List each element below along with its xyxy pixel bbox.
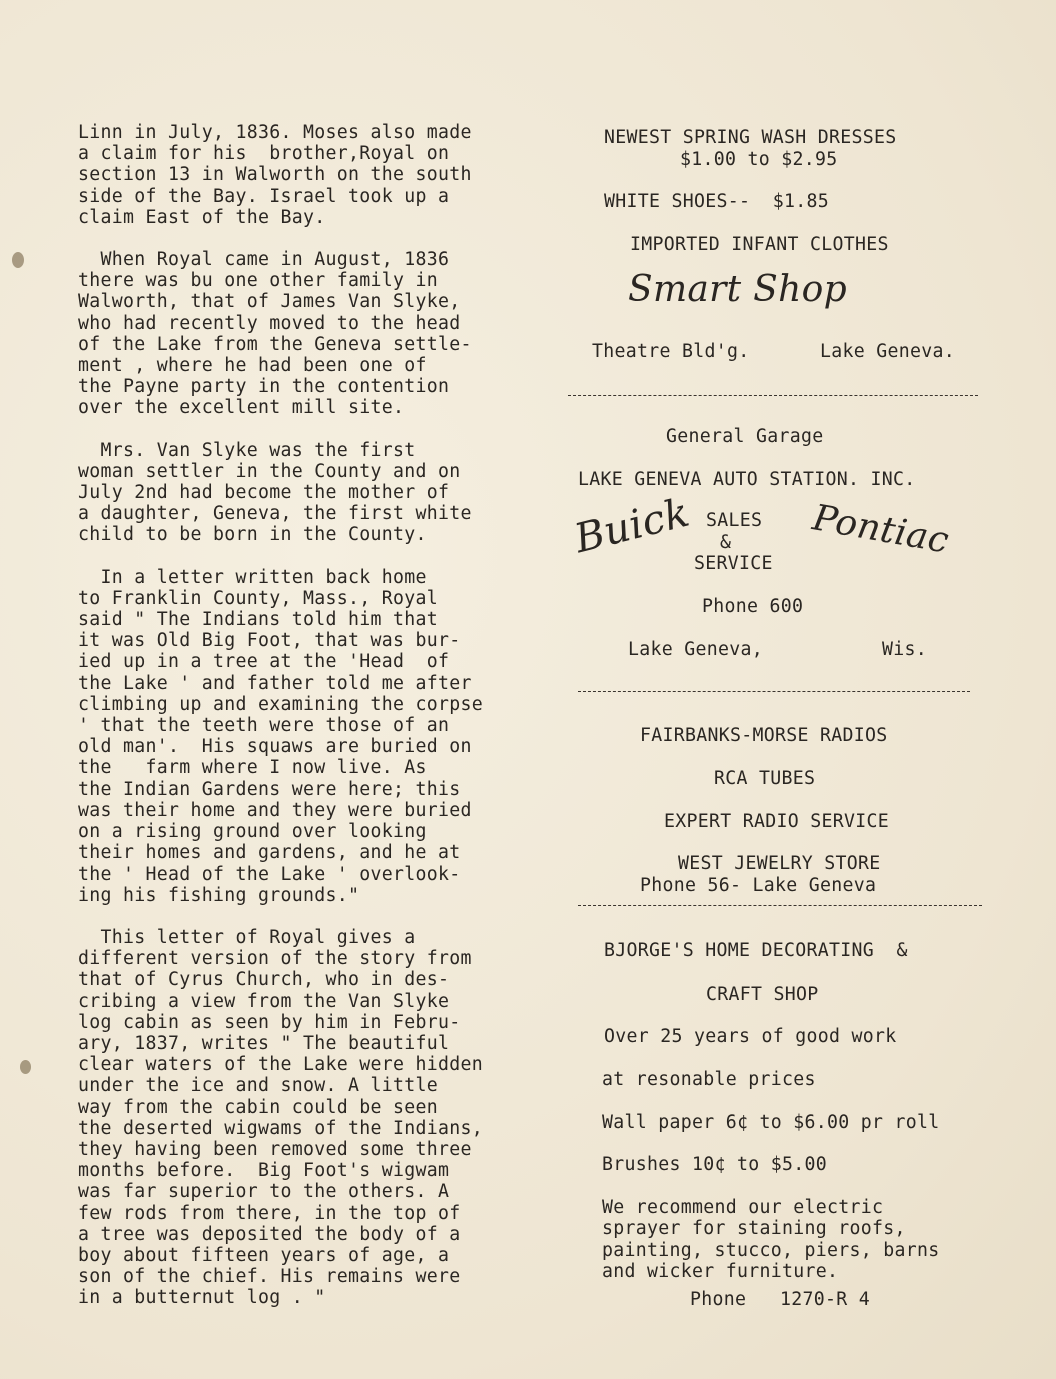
section-divider xyxy=(578,905,982,906)
text-line: ied up in a tree at the 'Head of xyxy=(78,651,450,673)
text-line: it was Old Big Foot, that was bur- xyxy=(78,630,461,652)
text-line: woman settler in the County and on xyxy=(78,460,461,482)
ad-line: $1.00 to $2.95 xyxy=(680,149,838,170)
history-text-column xyxy=(78,122,548,1330)
text-line: a claim for his brother,Royal on xyxy=(78,143,450,165)
binder-hole-mark xyxy=(20,1060,31,1074)
ad-line: EXPERT RADIO SERVICE xyxy=(664,811,889,832)
text-line: the Indian Gardens were here; this xyxy=(78,778,461,800)
ad-line: LAKE GENEVA AUTO STATION. INC. xyxy=(578,469,916,490)
ad-line: IMPORTED INFANT CLOTHES xyxy=(630,234,889,255)
text-line: clear waters of the Lake were hidden xyxy=(78,1054,483,1076)
text-line: few rods from there, in the top of xyxy=(78,1202,461,1224)
ad-line: Wall paper 6¢ to $6.00 pr roll xyxy=(602,1112,940,1133)
ad-line: FAIRBANKS-MORSE RADIOS xyxy=(640,725,888,746)
ad-address: Lake Geneva. xyxy=(820,341,955,362)
text-line: the Payne party in the contention xyxy=(78,376,450,398)
buick-logo: Buick xyxy=(570,489,694,563)
text-line: on a rising ground over looking xyxy=(78,821,427,843)
ad-line: Over 25 years of good work xyxy=(604,1026,897,1047)
text-line: under the ice and snow. A little xyxy=(78,1075,438,1097)
text-line: different version of the story from xyxy=(78,948,472,970)
ad-city: Lake Geneva, xyxy=(628,639,763,660)
ad-phone: Phone 600 xyxy=(702,596,804,617)
ad-line: NEWEST SPRING WASH DRESSES xyxy=(604,127,897,148)
text-line: over the excellent mill site. xyxy=(78,397,405,419)
text-line: the farm where I now live. As xyxy=(78,757,427,779)
text-line: old man'. His squaws are buried on xyxy=(78,736,472,758)
text-line: This letter of Royal gives a xyxy=(78,926,416,948)
text-line: said " The Indians told him that xyxy=(78,609,438,631)
text-paragraph xyxy=(78,927,548,1309)
text-line: was far superior to the others. A xyxy=(78,1181,450,1203)
ad-state: Wis. xyxy=(882,639,927,660)
text-line: boy about fifteen years of age, a xyxy=(78,1244,450,1266)
section-divider xyxy=(578,691,970,692)
text-line: ary, 1837, writes " The beautiful xyxy=(78,1032,450,1054)
ad-address: Theatre Bld'g. xyxy=(592,341,750,362)
text-line: their homes and gardens, and he at xyxy=(78,842,461,864)
ad-line: Brushes 10¢ to $5.00 xyxy=(602,1154,827,1175)
text-paragraph xyxy=(78,440,548,546)
text-line: the Lake ' and father told me after xyxy=(78,672,472,694)
text-line: who had recently moved to the head xyxy=(78,312,461,334)
text-line: Walworth, that of James Van Slyke, xyxy=(78,291,461,313)
text-line: son of the chief. His remains were xyxy=(78,1266,461,1288)
pontiac-logo: Pontiac xyxy=(809,497,952,562)
ad-line: & xyxy=(720,532,732,553)
ad-line: SERVICE xyxy=(694,553,773,574)
text-line: they having been removed some three xyxy=(78,1138,472,1160)
ad-line: and wicker furniture. xyxy=(602,1261,839,1282)
ad-line: CRAFT SHOP xyxy=(706,984,819,1005)
text-line: ment , where he had been one of xyxy=(78,355,427,377)
text-line: child to be born in the County. xyxy=(78,524,427,546)
text-line: months before. Big Foot's wigwam xyxy=(78,1160,450,1182)
text-line: cribing a view from the Van Slyke xyxy=(78,990,450,1012)
text-line: climbing up and examining the corpse xyxy=(78,693,483,715)
binder-hole-mark xyxy=(12,252,24,268)
text-paragraph xyxy=(78,249,548,419)
ad-line: We recommend our electric xyxy=(602,1197,884,1218)
text-line: in a butternut log . " xyxy=(78,1287,326,1309)
text-line: Mrs. Van Slyke was the first xyxy=(78,439,416,461)
text-line: log cabin as seen by him in Febru- xyxy=(78,1011,461,1033)
text-line: side of the Bay. Israel took up a xyxy=(78,185,450,207)
ad-line: SALES xyxy=(706,510,763,531)
text-line: claim East of the Bay. xyxy=(78,206,326,228)
text-line: to Franklin County, Mass., Royal xyxy=(78,587,438,609)
text-line: When Royal came in August, 1836 xyxy=(78,249,450,271)
section-divider xyxy=(568,395,978,396)
text-line: ing his fishing grounds." xyxy=(78,884,360,906)
ad-line: General Garage xyxy=(666,426,824,447)
text-line: that of Cyrus Church, who in des- xyxy=(78,969,450,991)
ad-line: sprayer for staining roofs, xyxy=(602,1218,906,1239)
text-paragraph xyxy=(78,122,548,228)
ad-line: BJORGE'S HOME DECORATING & xyxy=(604,940,908,961)
text-line: In a letter written back home xyxy=(78,566,427,588)
text-line: a tree was deposited the body of a xyxy=(78,1223,461,1245)
ad-line: Phone 56- Lake Geneva xyxy=(640,875,877,896)
ad-line: WEST JEWELRY STORE xyxy=(678,853,881,874)
ad-line: RCA TUBES xyxy=(714,768,816,789)
text-line: section 13 in Walworth on the south xyxy=(78,164,472,186)
text-line: Linn in July, 1836. Moses also made xyxy=(78,122,472,143)
text-line: a daughter, Geneva, the first white xyxy=(78,503,472,525)
text-line: was their home and they were buried xyxy=(78,799,472,821)
ad-line: WHITE SHOES-- $1.85 xyxy=(604,191,829,212)
text-line: July 2nd had become the mother of xyxy=(78,482,450,504)
text-line: of the Lake from the Geneva settle- xyxy=(78,333,472,355)
text-line: the ' Head of the Lake ' overlook- xyxy=(78,863,461,885)
ad-line: at resonable prices xyxy=(602,1069,816,1090)
text-line: way from the cabin could be seen xyxy=(78,1096,438,1118)
text-paragraph xyxy=(78,567,548,906)
text-line: the deserted wigwams of the Indians, xyxy=(78,1117,483,1139)
smart-shop-signature-logo: Smart Shop xyxy=(628,269,847,310)
ad-line: painting, stucco, piers, barns xyxy=(602,1240,940,1261)
text-line: ' that the teeth were those of an xyxy=(78,715,450,737)
ad-phone: Phone 1270-R 4 xyxy=(690,1289,870,1310)
text-line: there was bu one other family in xyxy=(78,270,438,292)
